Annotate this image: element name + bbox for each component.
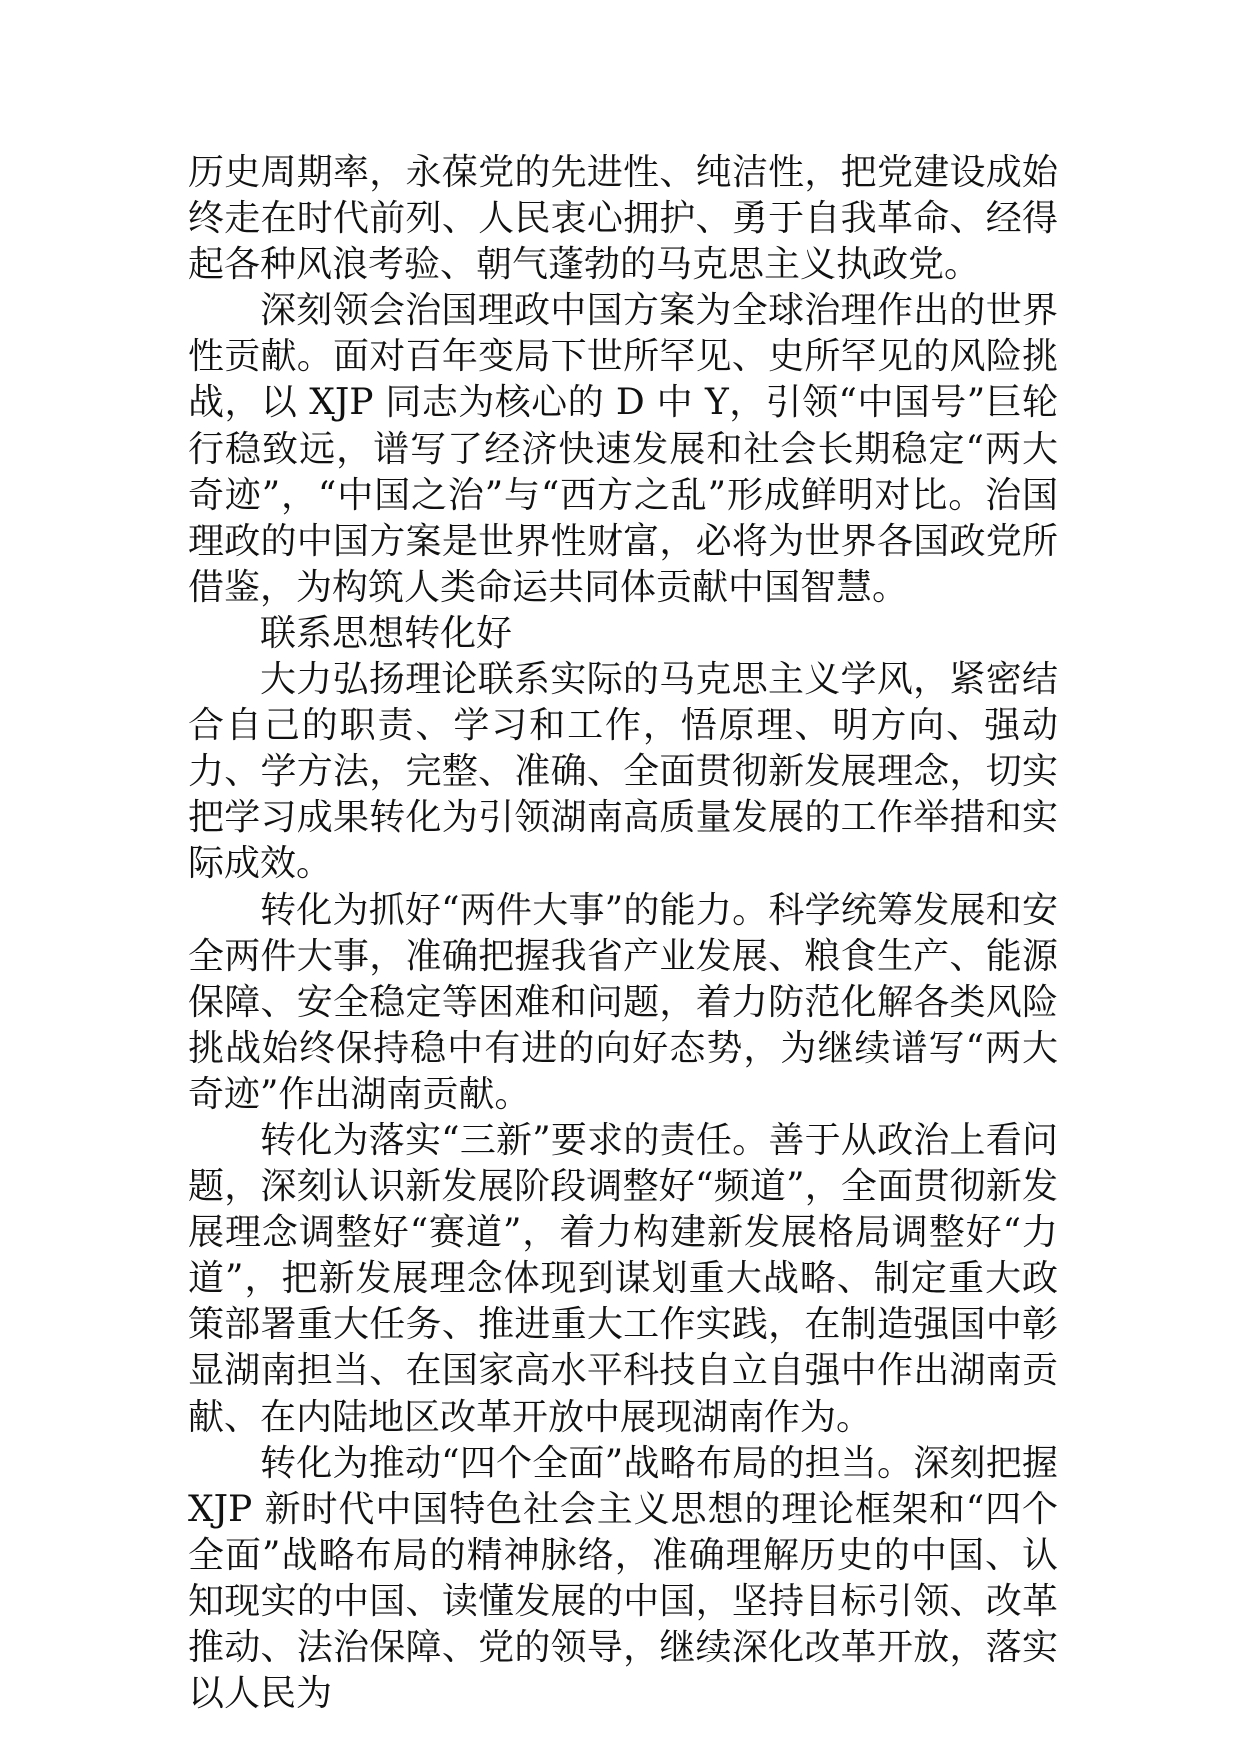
paragraph-theory-practice: 大力弘扬理论联系实际的马克思主义学风，紧密结合自己的职责、学习和工作，悟原理、明方向、强动力、学方法，完整、准确、全面贯彻新发展理念，切实把学习成果转化为引领湖南高质量发展的工作举措和实际成效。 [188,659,1058,885]
paragraph-four-comprehensives: 转化为推动“四个全面”战略布局的担当。深刻把握 XJP 新时代中国特色社会主义思想的理论框架和“四个全面”战略布局的精神脉络，准确理解历史的中国、认知现实的中国、读懂发展的中国，坚持目标引领、改革推动、法治保障、党的领导，继续深化改革开放，落实以人民为 [188,1442,1058,1715]
paragraph-three-new-requirements: 转化为落实“三新”要求的责任。善于从政治上看问题，深刻认识新发展阶段调整好“频道”，全面贯彻新发展理念调整好“赛道”，着力构建新发展格局调整好“力道”，把新发展理念体现到谋划重大战略、制定重大政策部署重大任务、推进重大工作实践，在制造强国中彰显湖南担当、在国家高水平科技自立自强中作出湖南贡献、在内陆地区改革开放中展现湖南作为。 [188,1119,1058,1438]
section-heading: 联系思想转化好 [260,612,513,654]
paragraph-two-major-matters: 转化为抓好“两件大事”的能力。科学统筹发展和安全两件大事，准确把握我省产业发展、粮食生产、能源保障、安全稳定等困难和问题，着力防范化解各类风险挑战始终保持稳中有进的向好态势，为继续谱写“两大奇迹”作出湖南贡献。 [188,889,1058,1115]
document-page [188,150,1058,1717]
paragraph-continued: 历史周期率，永葆党的先进性、纯洁性，把党建设成始终走在时代前列、人民衷心拥护、勇于自我革命、经得起各种风浪考验、朝气蓬勃的马克思主义执政党。 [188,152,1058,286]
paragraph-global-governance: 深刻领会治国理政中国方案为全球治理作出的世界性贡献。面对百年变局下世所罕见、史所罕见的风险挑战，以 XJP 同志为核心的 D 中 Y，引领“中国号”巨轮行稳致远，谱写了经济快速发展和社会长期稳定“两大奇迹”，“中国之治”与“西方之乱”形成鲜明对比。治国理政的中国方案是世界性财富，必将为世界各国政党所借鉴，为构筑人类命运共同体贡献中国智慧。 [188,290,1058,608]
